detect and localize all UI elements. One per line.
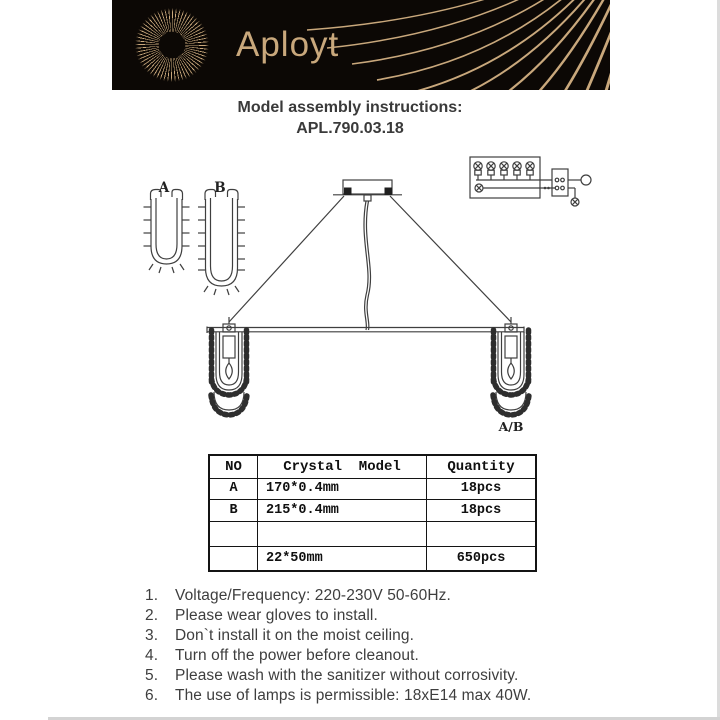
piece-b-label: B <box>214 180 226 196</box>
table-row <box>209 546 536 571</box>
model-number: APL.790.03.18 <box>296 120 404 137</box>
instruction-number: 2. <box>145 607 159 624</box>
instruction-item <box>143 586 623 606</box>
instruction-item <box>143 686 623 706</box>
cell-no: B <box>209 499 258 521</box>
cell-qty: 18pcs <box>427 478 537 499</box>
cell-qty: 18pcs <box>427 499 537 521</box>
instruction-item <box>143 666 623 686</box>
cell-model <box>258 521 427 546</box>
instruction-item <box>143 626 623 646</box>
table-header-row <box>209 455 536 478</box>
wiring-diagram <box>470 157 591 206</box>
cell-no <box>209 521 258 546</box>
header-band <box>112 0 610 90</box>
piece-a-label: A <box>158 180 170 196</box>
table-row <box>209 478 536 499</box>
instruction-number: 6. <box>145 687 159 704</box>
instruction-number: 5. <box>145 667 159 684</box>
pendant-ab-label: A/B <box>498 419 524 434</box>
table-row <box>209 521 536 546</box>
cell-qty <box>427 521 537 546</box>
instruction-text: The use of lamps is permissible: 18xE14 max 40W. <box>175 687 532 704</box>
instruction-item <box>143 646 623 666</box>
crystal-piece-b <box>198 190 245 296</box>
brand-name: Aployt <box>236 25 340 64</box>
cell-model: 170*0.4mm <box>258 478 427 499</box>
cell-model: 215*0.4mm <box>258 499 427 521</box>
instruction-item <box>143 606 623 626</box>
cell-no: A <box>209 478 258 499</box>
instruction-list <box>143 586 623 706</box>
cell-qty: 650pcs <box>427 546 537 571</box>
parts-table <box>208 454 537 572</box>
col-header-quantity: Quantity <box>427 455 537 478</box>
instruction-text: Voltage/Frequency: 220-230V 50-60Hz. <box>175 587 451 604</box>
suspension-wire-left <box>229 196 344 322</box>
crystal-piece-a <box>144 190 190 274</box>
title-block <box>0 97 700 139</box>
col-header-model: Crystal Model <box>258 455 427 478</box>
instruction-number: 4. <box>145 647 159 664</box>
suspension-wire-right <box>390 196 511 322</box>
instruction-text: Turn off the power before cleanout. <box>175 647 419 664</box>
cell-model: 22*50mm <box>258 546 427 571</box>
instruction-text: Don`t install it on the moist ceiling. <box>175 627 414 644</box>
brand-starburst-icon <box>132 5 212 85</box>
assembly-diagram <box>130 150 600 442</box>
instruction-text: Please wash with the sanitizer without corrosivity. <box>175 667 519 684</box>
page-title: Model assembly instructions: <box>237 99 463 116</box>
col-header-no: NO <box>209 455 258 478</box>
power-cord <box>364 201 371 330</box>
instruction-number: 3. <box>145 627 159 644</box>
table-row <box>209 499 536 521</box>
instruction-text: Please wear gloves to install. <box>175 607 378 624</box>
cell-no <box>209 546 258 571</box>
instruction-number: 1. <box>145 587 159 604</box>
